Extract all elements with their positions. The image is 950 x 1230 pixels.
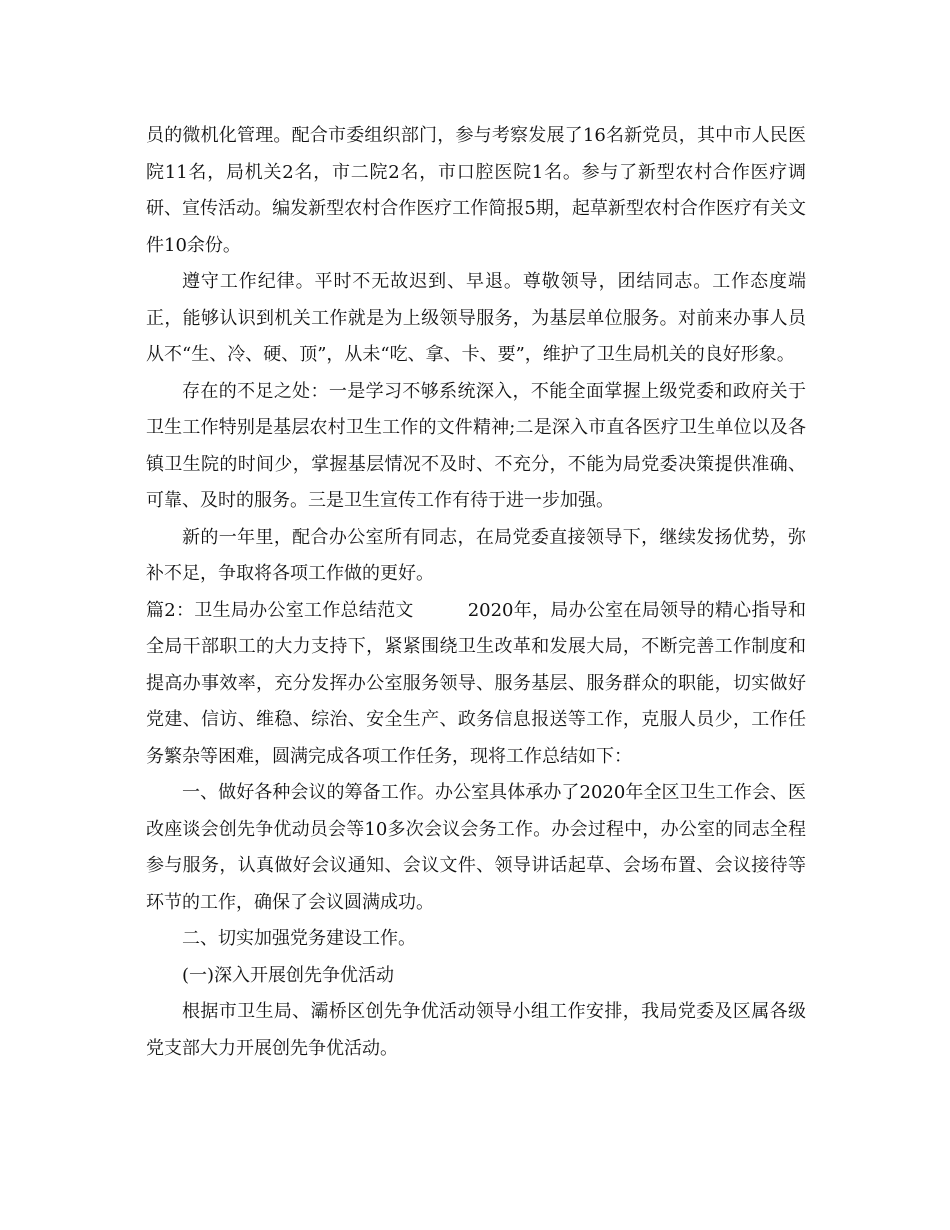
paragraph-shortcomings: 存在的不足之处：一是学习不够系统深入，不能全面掌握上级党委和政府关于卫生工作特别是基层农村卫生工作的文件精神;二是深入市直各医疗卫生单位以及各镇卫生院的时间少，掌握基层情况不及时、不充分，不能为局党委决策提供准确、可靠、及时的服务。三是卫生宣传工作有待于进一步加强。 — [146, 380, 806, 511]
document-body — [146, 118, 806, 1067]
article-2-body: 2020年，局办公室在局领导的精心指导和全局干部职工的大力支持下，紧紧围绕卫生改革和发展大局，不断完善工作制度和提高办事效率，充分发挥办公室服务领导、服务基层、服务群众的职能，切实做好党建、信访、维稳、综治、安全生产、政务信息报送等工作，克服人员少，工作任务繁杂等困难，圆满完成各项工作任务，现将工作总结如下： — [146, 599, 807, 767]
article-2-intro — [146, 593, 806, 776]
paragraph-continuation: 员的微机化管理。配合市委组织部门，参与考察发展了16名新党员，其中市人民医院11名，局机关2名，市二院2名，市口腔医院1名。参与了新型农村合作医疗调研、宣传活动。编发新型农村合作医疗工作简报5期，起草新型农村合作医疗有关文件10余份。 — [146, 125, 806, 256]
section-party-heading: 二、切实加强党务建设工作。 — [182, 928, 416, 949]
article-2-heading: 篇2：卫生局办公室工作总结范文 — [146, 599, 414, 621]
section-meetings: 一、做好各种会议的筹备工作。办公室具体承办了2020年全区卫生工作会、医改座谈会创先争优动员会等10多次会议会务工作。办会过程中，办公室的同志全程参与服务，认真做好会议通知、会议文件、领导讲话起草、会场布置、会议接待等环节的工作，确保了会议圆满成功。 — [146, 782, 806, 913]
paragraph-new-year: 新的一年里，配合办公室所有同志，在局党委直接领导下，继续发扬优势，弥补不足，争取将各项工作做的更好。 — [146, 526, 806, 584]
paragraph-activities: 根据市卫生局、灞桥区创先争优活动领导小组工作安排，我局党委及区属各级党支部大力开展创先争优活动。 — [146, 1001, 806, 1059]
subsection-heading: (一)深入开展创先争优活动 — [182, 964, 395, 986]
paragraph-work-discipline: 遵守工作纪律。平时不无故迟到、早退。尊敬领导，团结同志。工作态度端正，能够认识到机关工作就是为上级领导服务，为基层单位服务。对前来办事人员从不“生、冷、硬、顶”，从未“吃、拿、卡、要”，维护了卫生局机关的良好形象。 — [146, 271, 806, 365]
